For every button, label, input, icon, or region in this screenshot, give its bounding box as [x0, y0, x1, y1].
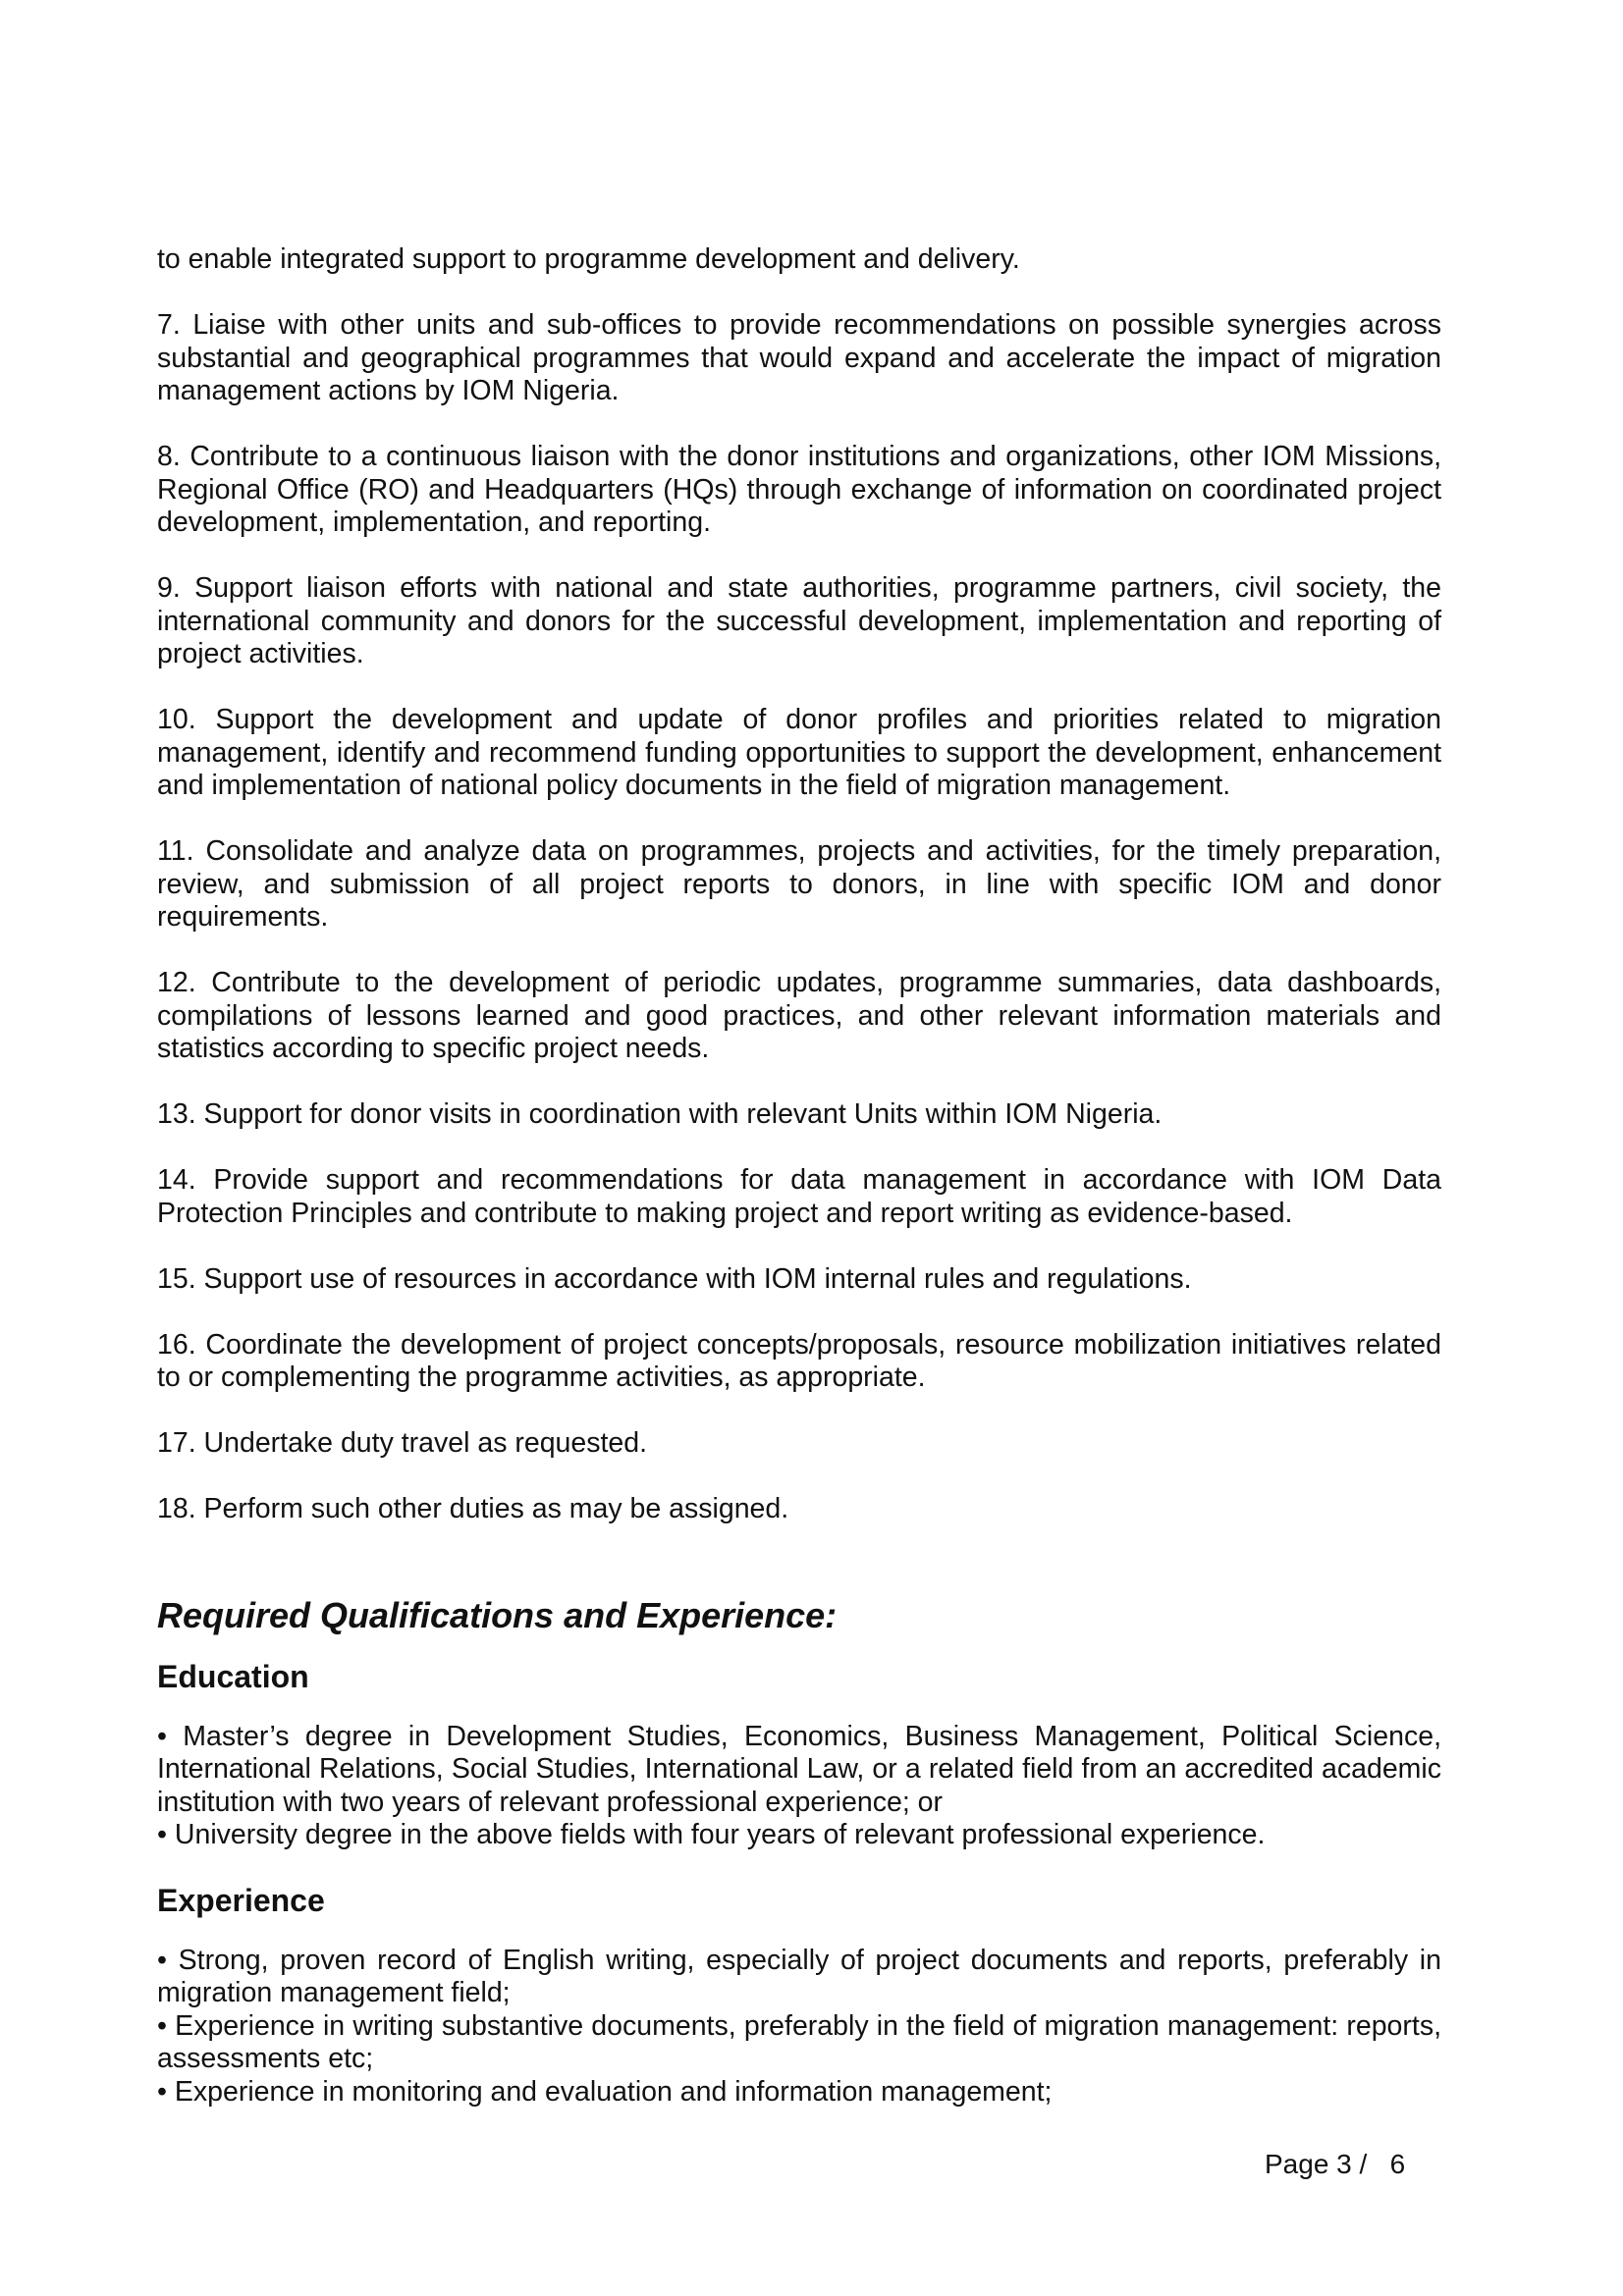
page-content: [157, 243, 1441, 2138]
qualifications-heading: Required Qualifications and Experience:: [157, 1594, 838, 1635]
duty-item-8: 8. Contribute to a continuous liaison with the donor institutions and organizations, other IOM Missions, Regional Office (RO) and Headquarters (HQs) through exchange of information on coordinated project development, implementation, and reporting.: [157, 441, 1441, 538]
page-number: Page 3 / 6: [1265, 2149, 1406, 2179]
duty-item-16: 16. Coordinate the development of project concepts/proposals, resource mobilization initiatives related to or complementing the programme activities, as appropriate.: [157, 1328, 1441, 1393]
education-item: • Master’s degree in Development Studies, Economics, Business Management, Political Science, International Relations, Social Studies, International Law, or a related field from an accredited academic institution with two years of relevant professional experience; or: [157, 1720, 1441, 1818]
duty-item-10: 10. Support the development and update of donor profiles and priorities related to migration management, identify and recommend funding opportunities to support the development, enhancement and implementation of national policy documents in the field of migration management.: [157, 704, 1441, 801]
education-heading: Education: [157, 1658, 309, 1694]
duty-item-11: 11. Consolidate and analyze data on programmes, projects and activities, for the timely preparation, review, and submission of all project reports to donors, in line with specific IOM and donor requirements.: [157, 835, 1441, 933]
experience-item: • Strong, proven record of English writing, especially of project documents and reports, preferably in migration management field;: [157, 1944, 1441, 2008]
duty-item-18: 18. Perform such other duties as may be assigned.: [157, 1493, 789, 1524]
duty-item-17: 17. Undertake duty travel as requested.: [157, 1427, 648, 1459]
experience-heading: Experience: [157, 1882, 325, 1918]
duty-item-7: 7. Liaise with other units and sub-offices to provide recommendations on possible synergies across substantial and geographical programmes that would expand and accelerate the impact of migration management actions by IOM Nigeria.: [157, 309, 1441, 406]
duty-item-13: 13. Support for donor visits in coordination with relevant Units within IOM Nigeria.: [157, 1098, 1163, 1130]
paragraph-continuation: to enable integrated support to programme development and delivery.: [157, 243, 1020, 275]
education-list: [157, 1721, 1441, 1852]
duty-item-15: 15. Support use of resources in accordance with IOM internal rules and regulations.: [157, 1262, 1192, 1295]
duty-item-14: 14. Provide support and recommendations for data management in accordance with IOM Data Protection Principles and contribute to making project and report writing as evidence-based.: [157, 1164, 1441, 1229]
experience-list: [157, 1945, 1441, 2109]
duty-item-9: 9. Support liaison efforts with national and state authorities, programme partners, civil society, the international community and donors for the successful development, implementation and reporting of project activities.: [157, 572, 1441, 669]
education-item: • University degree in the above fields with four years of relevant professional experience.: [157, 1819, 1266, 1850]
duty-item-12: 12. Contribute to the development of periodic updates, programme summaries, data dashboards, compilations of lessons learned and good practices, and other relevant information materials and statistics according to specific project needs.: [157, 967, 1441, 1064]
experience-item: • Experience in monitoring and evaluation and information management;: [157, 2075, 1053, 2108]
experience-item: • Experience in writing substantive documents, preferably in the field of migration management: reports, assessments etc;: [157, 2009, 1441, 2074]
